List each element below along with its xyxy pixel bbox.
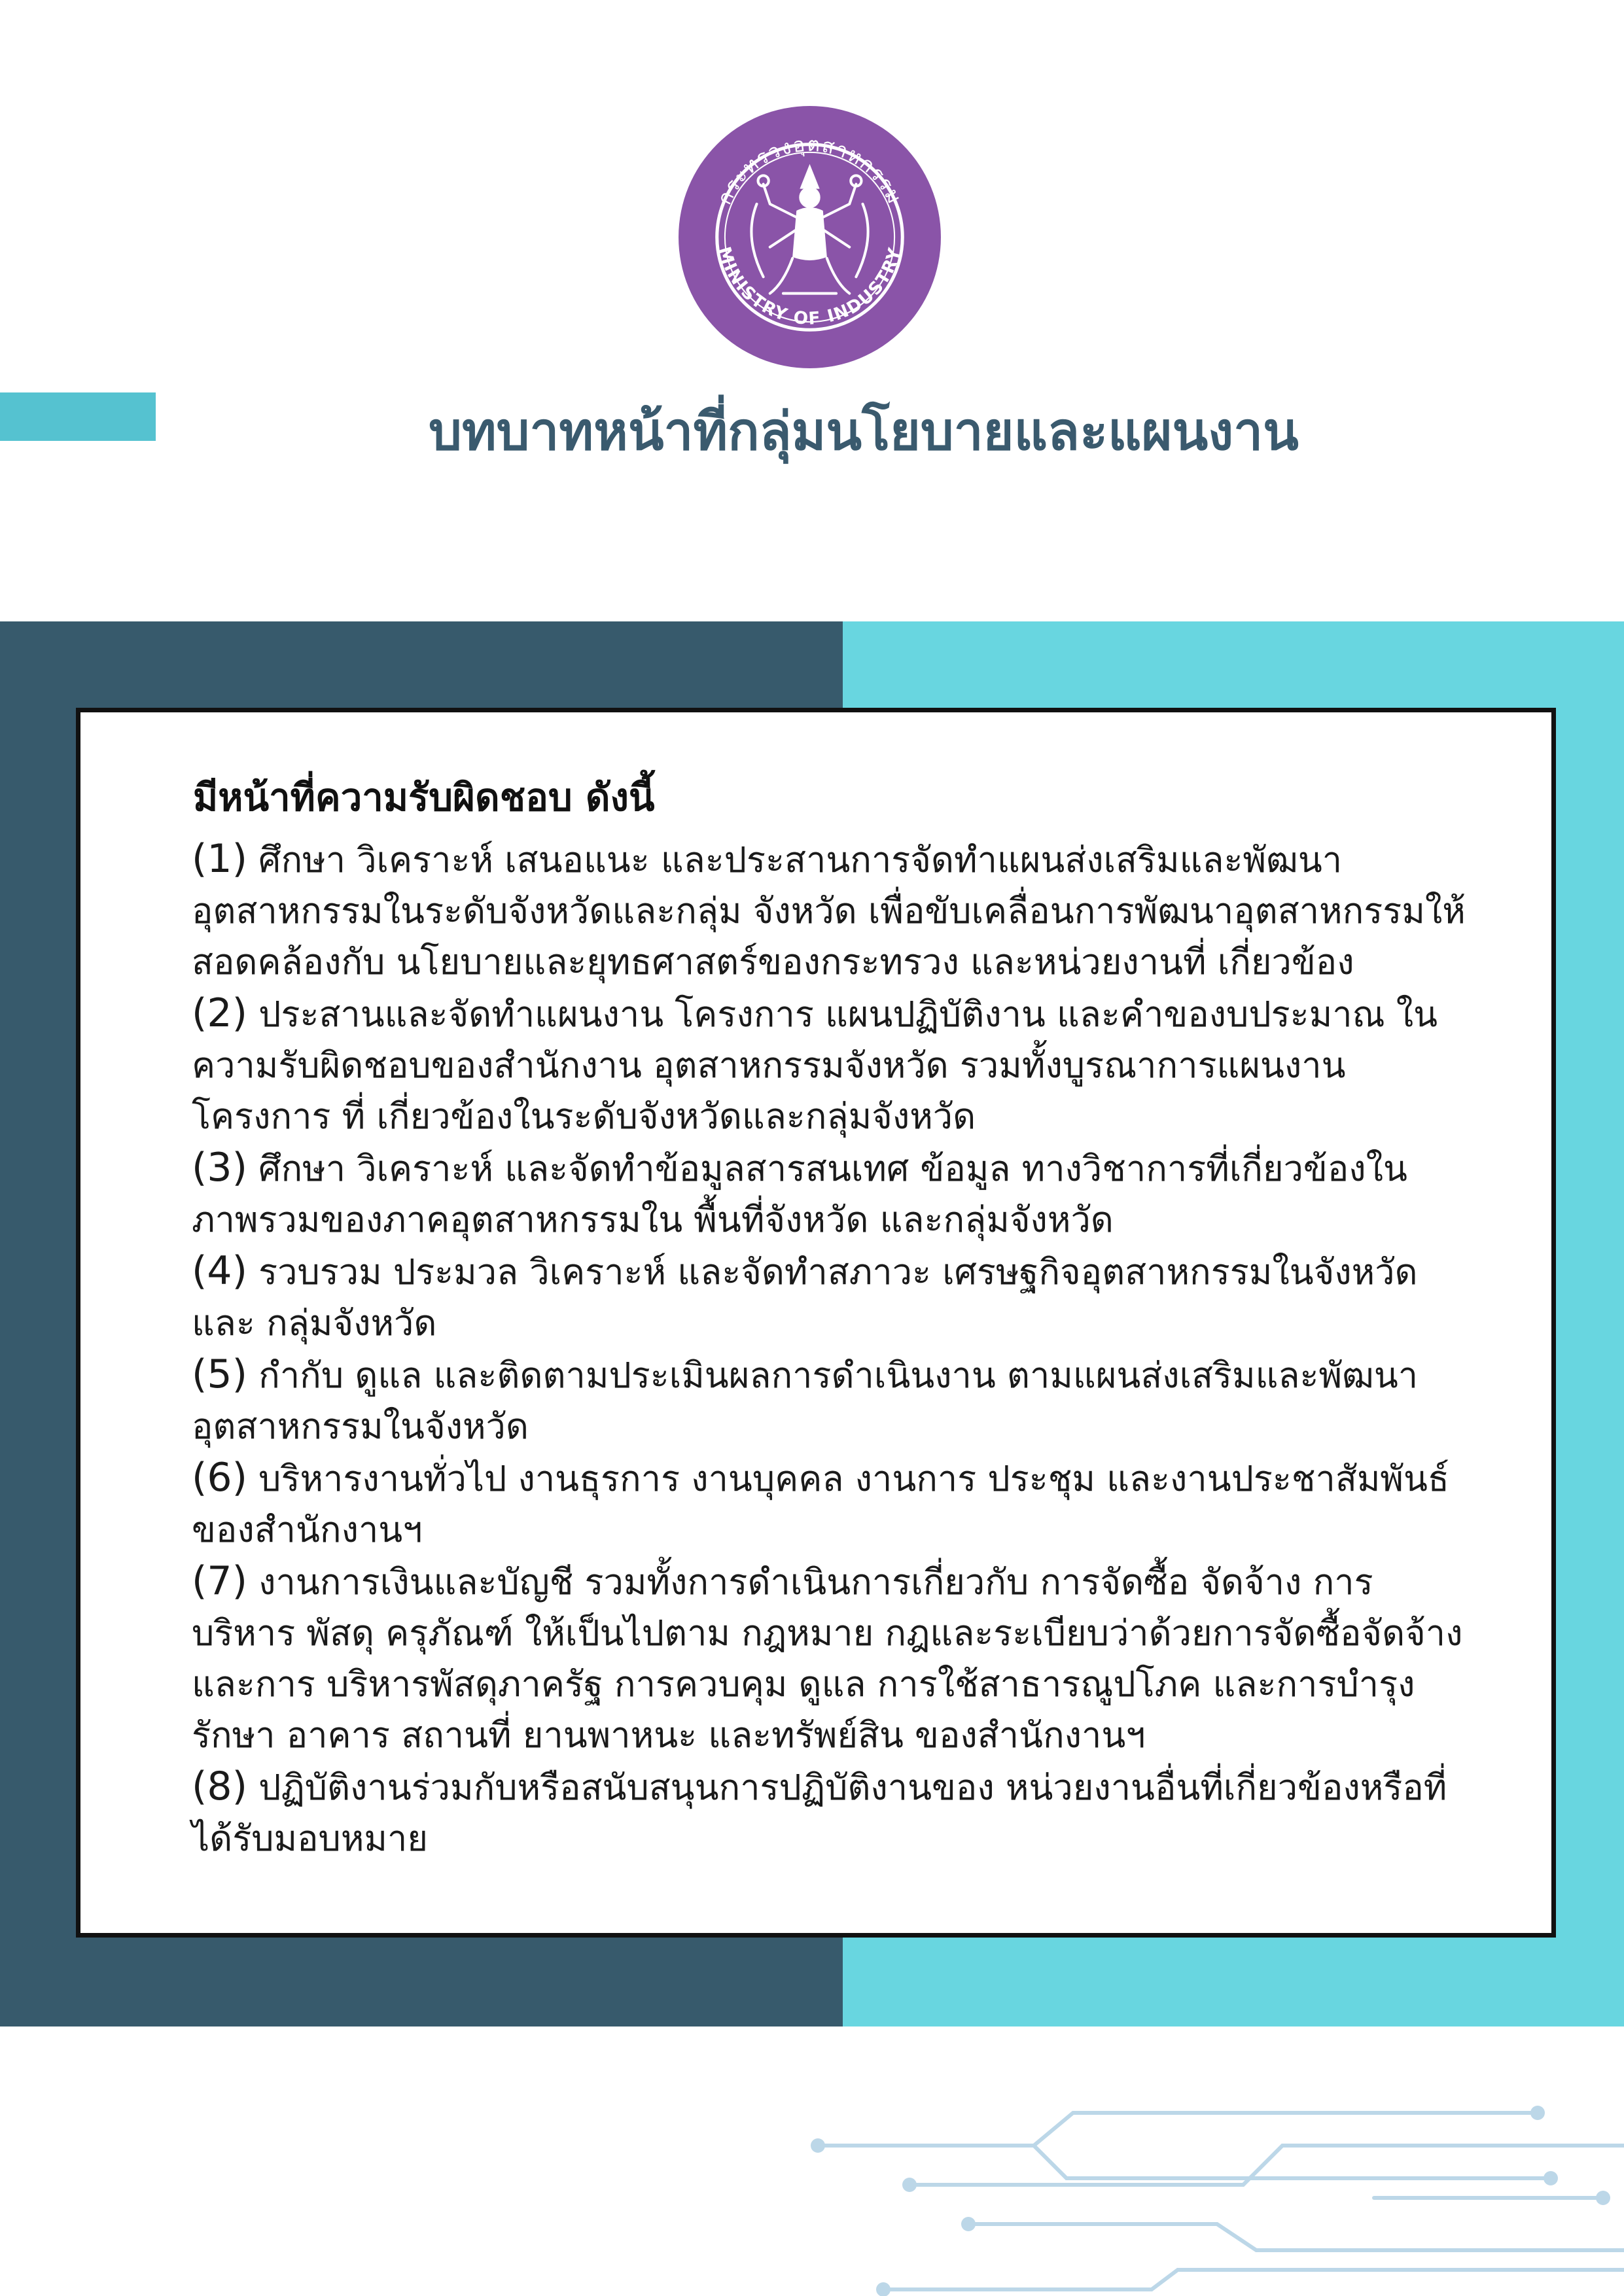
duty-list [192,833,1468,1864]
title-accent-bar [0,392,156,441]
page-title: บทบาทหน้าที่กลุ่มนโยบายและแผนงาน [429,401,1299,462]
duty-item [192,833,1468,988]
duty-item [192,1556,1468,1761]
duty-text: รวบรวม ประมวล วิเคราะห์ และจัดทำสภาวะ เศรษฐกิจอุตสาหกรรมในจังหวัดและ กลุ่มจังหวัด [192,1251,1418,1344]
duty-item [192,1761,1468,1864]
circuit-lines-icon [785,2074,1624,2296]
duty-text: งานการเงินและบัญชี รวมทั้งการดำเนินการเกี่ยวกับ การจัดซื้อ จัดจ้าง การบริหาร พัสดุ ครุภัณฑ์ ให้เป็นไปตาม กฎหมาย กฎและระเบียบว่าด้วยการจัดซื้อจัดจ้างและการ บริหารพัสดุภาครัฐ การควบคุม ดูแล การใช้สาธารณูปโภค และการบำรุงรักษา อาคาร สถานที่ ยานพาหนะ และทรัพย์สิน ของสำนักงานฯ [192,1561,1463,1756]
duty-text: ศึกษา วิเคราะห์ เสนอแนะ และประสานการจัดทำแผนส่งเสริมและพัฒนาอุตสาหกรรมในระดับจังหวัดและกลุ่ม จังหวัด เพื่อขับเคลื่อนการพัฒนาอุตสาหกรรมให้สอดคล้องกับ นโยบายและยุทธศาสตร์ของกระทรวง และหน่วยงานที่ เกี่ยวข้อง [192,839,1466,983]
duty-text: ปฏิบัติงานร่วมกับหรือสนับสนุนการปฏิบัติงานของ หน่วยงานอื่นที่เกี่ยวข้องหรือที่ ได้รับมอบหมาย [192,1767,1447,1859]
duty-item [192,1142,1468,1245]
duty-number: (2) [192,990,247,1036]
ministry-of-industry-seal-icon [677,105,942,370]
seal-thai-text: กระทรวงอุตสาหกรรม [713,133,906,209]
duty-item [192,1452,1468,1556]
duty-text: กำกับ ดูแล และติดตามประเมินผลการดำเนินงาน ตามแผนส่งเสริมและพัฒนา อุตสาหกรรมในจังหวัด [192,1355,1419,1447]
duty-number: (1) [192,836,247,882]
card-heading: มีหน้าที่ความรับผิดชอบ ดังนี้ [193,775,655,820]
duty-item [192,1349,1468,1452]
duty-number: (7) [192,1558,247,1604]
duty-text: บริหารงานทั่วไป งานธุรการ งานบุคคล งานการ ประชุม และงานประชาสัมพันธ์ ของสำนักงานฯ [192,1458,1449,1550]
duty-number: (5) [192,1351,247,1397]
duty-number: (4) [192,1248,247,1294]
duty-number: (6) [192,1455,247,1501]
duty-text: ประสานและจัดทำแผนงาน โครงการ แผนปฏิบัติงาน และคำของบประมาณ ใน ความรับผิดชอบของสำนักงาน อุตสาหกรรมจังหวัด รวมทั้งบูรณาการแผนงานโครงการ ที่ เกี่ยวข้องในระดับจังหวัดและกลุ่มจังหวัด [192,994,1438,1137]
duty-text: ศึกษา วิเคราะห์ และจัดทำข้อมูลสารสนเทศ ข้อมูล ทางวิชาการที่เกี่ยวข้องใน ภาพรวมของภาคอุตสาหกรรมใน พื้นที่จังหวัด และกลุ่มจังหวัด [192,1148,1407,1240]
seal-english-text: MINISTRY OF INDUSTRY [713,244,906,330]
duty-item [192,988,1468,1142]
duty-number: (3) [192,1145,247,1191]
duties-card [76,708,1556,1938]
duty-number: (8) [192,1764,247,1809]
duty-item [192,1245,1468,1349]
